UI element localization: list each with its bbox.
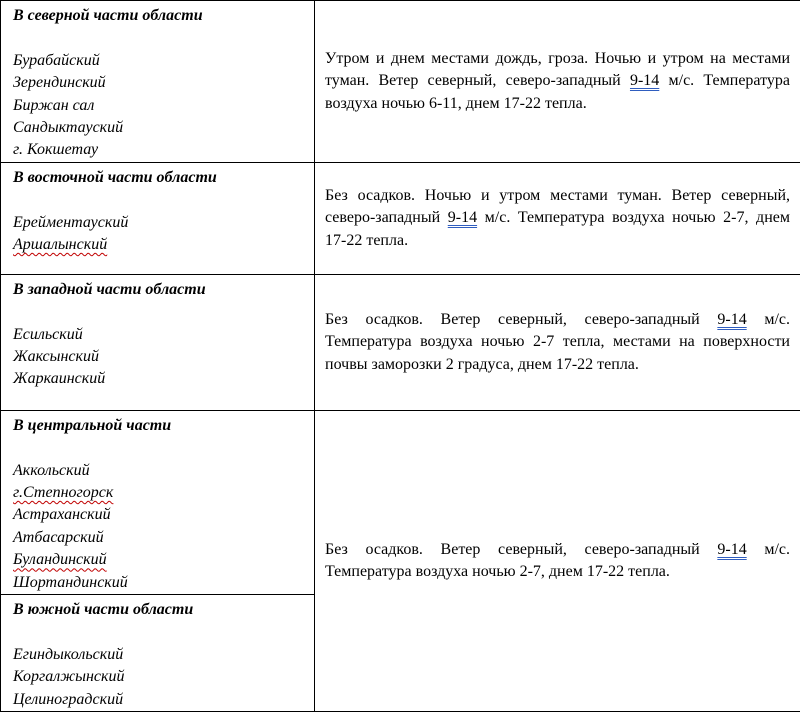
region-cell-central <box>1 410 315 594</box>
district-item: Биржан сал <box>13 95 306 117</box>
district-item: Атбасарский <box>13 527 306 549</box>
region-cell-west <box>1 274 315 410</box>
district-item: Ерейментауский <box>13 212 306 234</box>
district-item <box>13 482 306 504</box>
district-list <box>13 621 306 711</box>
district-item <box>13 139 306 161</box>
wind-speed: 9-14 <box>448 209 477 226</box>
district-name: г.Степногорск <box>13 484 113 501</box>
district-name: г. Кокшетау <box>13 141 98 158</box>
forecast-cell-west <box>315 274 800 410</box>
table-row <box>1 1 800 163</box>
district-item: Жаркаинский <box>13 368 306 390</box>
district-list <box>13 189 306 256</box>
district-item: Есильский <box>13 324 306 346</box>
district-list <box>13 437 306 594</box>
district-item: Целиноградский <box>13 689 306 711</box>
wind-speed: 9-14 <box>717 311 746 328</box>
district-item: Бурабайский <box>13 50 306 72</box>
district-item: Жаксынский <box>13 346 306 368</box>
forecast-text: Без осадков. Ночью и утром местами туман. Ветер северный, северо-западный <box>325 187 790 226</box>
district-list <box>13 27 306 161</box>
forecast-cell-north <box>315 1 800 163</box>
forecast-cell-east <box>315 162 800 274</box>
district-item: Егиндыкольский <box>13 644 306 666</box>
forecast-text: м/с. Температура воздуха ночью 6-11, днем 17-22 тепла. <box>325 72 790 111</box>
forecast-text: м/с. Температура воздуха ночью 2-7, днем 17-22 тепла. <box>325 541 790 580</box>
district-list <box>13 301 306 391</box>
forecast-text: м/с. Температура воздуха ночью 2-7 тепла, местами на поверхности почвы заморозки 2 градуса, днем 17-22 тепла. <box>325 311 790 373</box>
wind-speed: 9-14 <box>717 541 746 558</box>
district-item: Зерендинский <box>13 72 306 94</box>
region-cell-south <box>1 595 315 712</box>
table-row <box>1 274 800 410</box>
table-row <box>1 162 800 274</box>
region-title: В восточной части области <box>13 167 306 189</box>
forecast-text: Без осадков. Ветер северный, северо-западный <box>325 311 717 328</box>
wind-speed: 9-14 <box>630 72 659 89</box>
district-item: Коргалжынский <box>13 666 306 688</box>
region-title: В южной части области <box>13 599 306 621</box>
district-item <box>13 549 306 571</box>
district-item: Сандыктауский <box>13 117 306 139</box>
district-item: Астраханский <box>13 504 306 526</box>
district-name: Аршалынский <box>13 236 107 253</box>
region-cell-north <box>1 1 315 163</box>
forecast-text: Утром и днем местами дождь, гроза. Ночью и утром на местами туман. Ветер северный, северо-западный <box>325 50 790 89</box>
forecast-text: Без осадков. Ветер северный, северо-западный <box>325 541 717 558</box>
district-item: Аккольский <box>13 460 306 482</box>
region-title: В центральной части <box>13 415 306 437</box>
district-item: Шортандинский <box>13 572 306 594</box>
region-title: В северной части области <box>13 5 306 27</box>
forecast-text: м/с. Температура воздуха ночью 2-7, днем 17-22 тепла. <box>325 209 790 248</box>
district-name: Буландинский <box>13 551 107 568</box>
region-cell-east <box>1 162 315 274</box>
table-row <box>1 410 800 594</box>
forecast-cell-central-south <box>315 410 800 711</box>
region-title: В западной части области <box>13 279 306 301</box>
district-item <box>13 234 306 256</box>
